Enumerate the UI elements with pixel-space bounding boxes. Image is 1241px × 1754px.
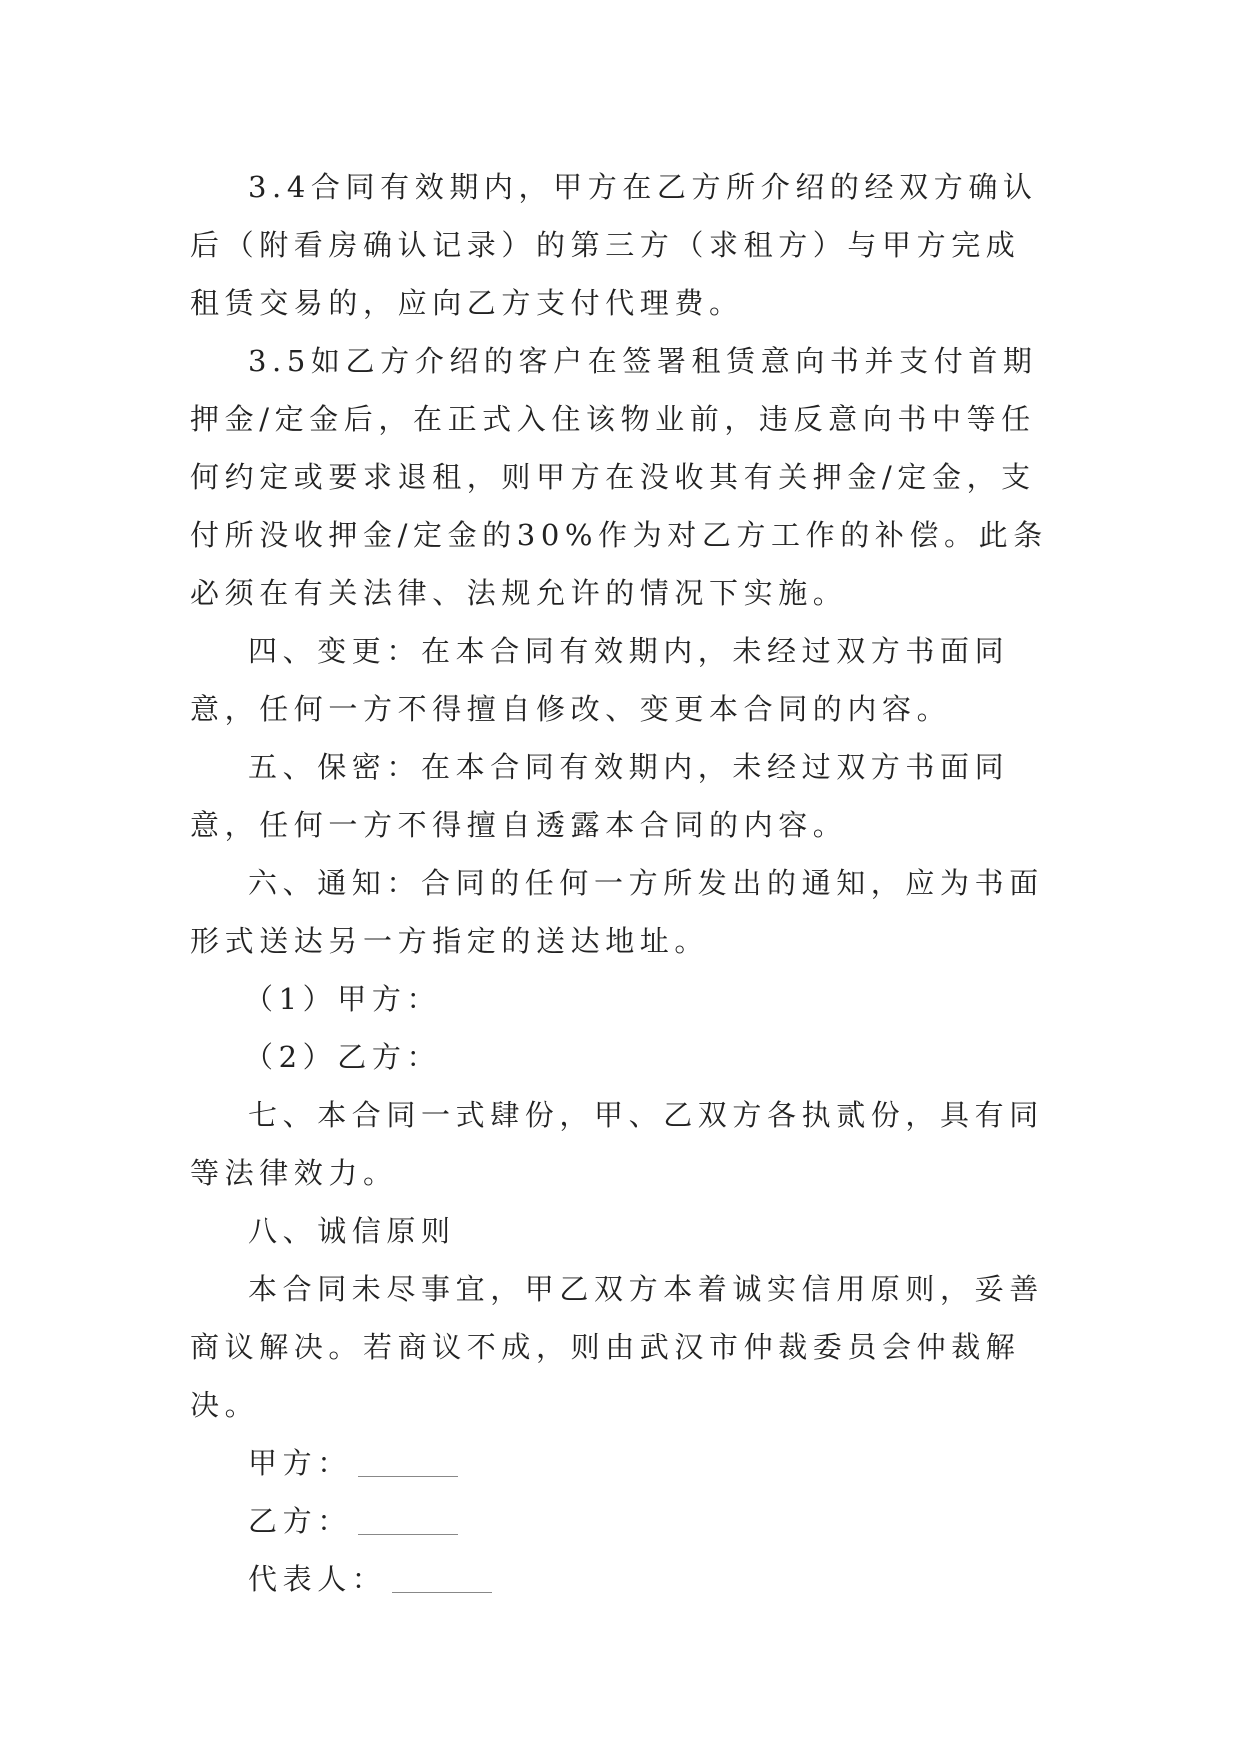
clause-3-5: 3.5如乙方介绍的客户在签署租赁意向书并支付首期押金/定金后，在正式入住该物业前，违反意向书中等任何约定或要求退租，则甲方在没收其有关押金/定金，支付所没收押金/定金的30%作为对乙方工作的补偿。此条必须在有关法律、法规允许的情况下实施。 <box>190 344 1048 610</box>
signature-party-b-label: 乙方： <box>248 1504 352 1538</box>
notice-party-b: （2）乙方： <box>244 1040 442 1074</box>
clause-6-notice: 六、通知：合同的任何一方所发出的通知，应为书面形式送达另一方指定的送达地址。 <box>190 866 1044 958</box>
signature-representative-blank[interactable] <box>392 1560 492 1593</box>
signature-party-b <box>190 1492 1050 1550</box>
signature-party-a <box>190 1434 1050 1492</box>
clause-8-body: 本合同未尽事宜，甲乙双方本着诚实信用原则，妥善商议解决。若商议不成，则由武汉市仲裁委员会仲裁解决。 <box>190 1272 1044 1422</box>
signature-representative-label: 代表人： <box>248 1562 387 1596</box>
clause-3-4: 3.4合同有效期内，甲方在乙方所介绍的经双方确认后（附看房确认记录）的第三方（求租方）与甲方完成租赁交易的，应向乙方支付代理费。 <box>190 170 1038 320</box>
notice-party-a: （1）甲方： <box>244 982 442 1016</box>
signature-party-a-label: 甲方： <box>248 1446 352 1480</box>
clause-4-change: 四、变更：在本合同有效期内，未经过双方书面同意，任何一方不得擅自修改、变更本合同的内容。 <box>190 634 1010 726</box>
signature-party-b-blank[interactable] <box>358 1502 458 1535</box>
clause-8-heading: 八、诚信原则 <box>248 1214 456 1248</box>
clause-7-copies: 七、本合同一式肆份，甲、乙双方各执贰份，具有同等法律效力。 <box>190 1098 1044 1190</box>
signature-representative <box>190 1550 1050 1608</box>
signature-party-a-blank[interactable] <box>358 1444 458 1477</box>
clause-5-confidentiality: 五、保密：在本合同有效期内，未经过双方书面同意，任何一方不得擅自透露本合同的内容。 <box>190 750 1010 842</box>
document-body <box>190 158 1050 1608</box>
